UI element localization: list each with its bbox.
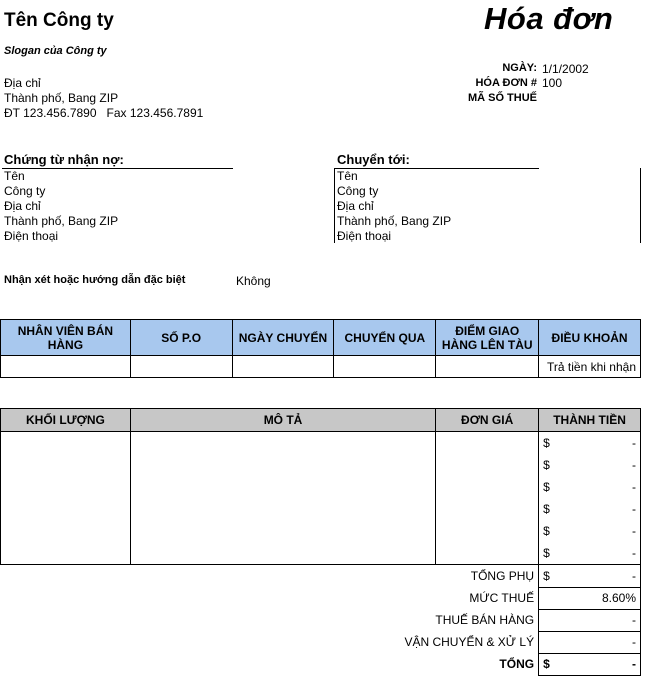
line-total-value: - [632, 436, 636, 450]
shipping-info-table [0, 319, 641, 378]
po-number-cell[interactable] [130, 356, 232, 378]
line-total-value: - [632, 524, 636, 538]
total-row [1, 653, 641, 675]
ship-to-city: Thành phố, Bang ZIP [337, 214, 452, 228]
ship-to-divider [334, 168, 539, 169]
currency-symbol: $ [543, 524, 550, 538]
ship-to-right-border [640, 168, 641, 243]
currency-symbol: $ [543, 458, 550, 472]
line-total-cell[interactable] [539, 520, 641, 542]
currency-symbol: $ [543, 502, 550, 516]
currency-symbol: $ [543, 657, 550, 671]
col-line-total: THÀNH TIỀN [539, 409, 641, 432]
col-description: MÔ TẢ [130, 409, 435, 432]
sales-tax-row [1, 609, 641, 631]
quantity-cell[interactable] [1, 432, 131, 565]
line-total-value: - [632, 546, 636, 560]
ship-to-left-border [334, 168, 335, 243]
company-fax: Fax 123.456.7891 [106, 106, 204, 120]
bill-to-heading: Chứng từ nhận nợ: [4, 152, 124, 167]
line-items-table [0, 408, 641, 676]
col-ship-date: NGÀY CHUYỂN [232, 320, 334, 356]
invoice-number-label: HÓA ĐƠN # [475, 77, 537, 89]
bill-to-divider [2, 168, 233, 169]
line-total-value: - [632, 458, 636, 472]
company-address: Địa chỉ [4, 76, 41, 90]
company-name: Tên Công ty [4, 10, 114, 31]
col-ship-via: CHUYỂN QUA [334, 320, 436, 356]
tax-rate-value[interactable]: 8.60% [539, 587, 641, 609]
items-header-row [1, 409, 641, 432]
line-total-cell[interactable] [539, 542, 641, 565]
line-total-cell[interactable] [539, 432, 641, 455]
ship-to-heading: Chuyển tới: [337, 152, 410, 167]
col-salesperson: NHÂN VIÊN BÁN HÀNG [1, 320, 131, 356]
subtotal-value: - [632, 568, 636, 583]
ship-to-address: Địa chỉ [337, 199, 374, 213]
ship-to-company: Công ty [337, 184, 379, 198]
col-unit-price: ĐƠN GIÁ [436, 409, 539, 432]
tax-id-label: MÃ SỐ THUẾ [467, 92, 537, 104]
company-phone: ĐT 123.456.7890 [4, 106, 97, 120]
shipping-handling-row [1, 631, 641, 653]
date-value: 1/1/2002 [542, 62, 589, 76]
table-row [1, 432, 641, 455]
salesperson-cell[interactable] [1, 356, 131, 378]
line-total-value: - [632, 480, 636, 494]
line-total-value: - [632, 502, 636, 516]
col-terms: ĐIỀU KHOẢN [539, 320, 641, 356]
ship-date-cell[interactable] [232, 356, 334, 378]
shipping-data-row [1, 356, 641, 378]
company-phone-fax [4, 106, 203, 120]
company-city: Thành phố, Bang ZIP [4, 91, 119, 105]
total-label: TỔNG [499, 657, 535, 671]
tax-rate-row [1, 587, 641, 609]
subtotal-row [1, 565, 641, 588]
invoice-number-value: 100 [542, 76, 563, 90]
tax-rate-label: MỨC THUẾ [469, 591, 535, 605]
currency-symbol: $ [543, 436, 550, 450]
description-cell[interactable] [130, 432, 435, 565]
notes-label: Nhận xét hoặc hướng dẫn đặc biệt [4, 274, 186, 286]
sales-tax-value[interactable]: - [539, 609, 641, 631]
total-cell[interactable] [539, 653, 641, 675]
subtotal-label: TỔNG PHỤ [470, 569, 535, 583]
bill-to-company: Công ty [4, 184, 46, 198]
shipping-header-row [1, 320, 641, 356]
company-slogan: Slogan của Công ty [4, 45, 107, 57]
col-quantity: KHỐI LƯỢNG [1, 409, 131, 432]
sales-tax-label: THUẾ BÁN HÀNG [435, 613, 535, 627]
bill-to-phone: Điện thoại [4, 229, 59, 243]
invoice-title: Hóa đơn [484, 1, 614, 36]
terms-cell[interactable]: Trả tiền khi nhận [539, 356, 641, 378]
line-total-cell[interactable] [539, 476, 641, 498]
bill-to-city: Thành phố, Bang ZIP [4, 214, 119, 228]
date-label: NGÀY: [502, 62, 537, 74]
currency-symbol: $ [543, 480, 550, 494]
bill-to-name: Tên [4, 169, 25, 183]
ship-to-name: Tên [337, 169, 358, 183]
col-fob-point: ĐIỂM GIAO HÀNG LÊN TÀU [436, 320, 539, 356]
fob-point-cell[interactable] [436, 356, 539, 378]
notes-value: Không [236, 274, 271, 288]
line-total-cell[interactable] [539, 498, 641, 520]
shipping-handling-label: VẬN CHUYỂN & XỬ LÝ [404, 635, 535, 649]
ship-to-phone: Điện thoại [337, 229, 392, 243]
currency-symbol: $ [543, 568, 550, 583]
shipping-handling-value[interactable]: - [539, 631, 641, 653]
line-total-cell[interactable] [539, 454, 641, 476]
col-po-number: SỐ P.O [130, 320, 232, 356]
ship-via-cell[interactable] [334, 356, 436, 378]
bill-to-address: Địa chỉ [4, 199, 41, 213]
currency-symbol: $ [543, 546, 550, 560]
subtotal-cell[interactable] [539, 565, 641, 588]
unit-price-cell[interactable] [436, 432, 539, 565]
total-value: - [632, 657, 636, 671]
